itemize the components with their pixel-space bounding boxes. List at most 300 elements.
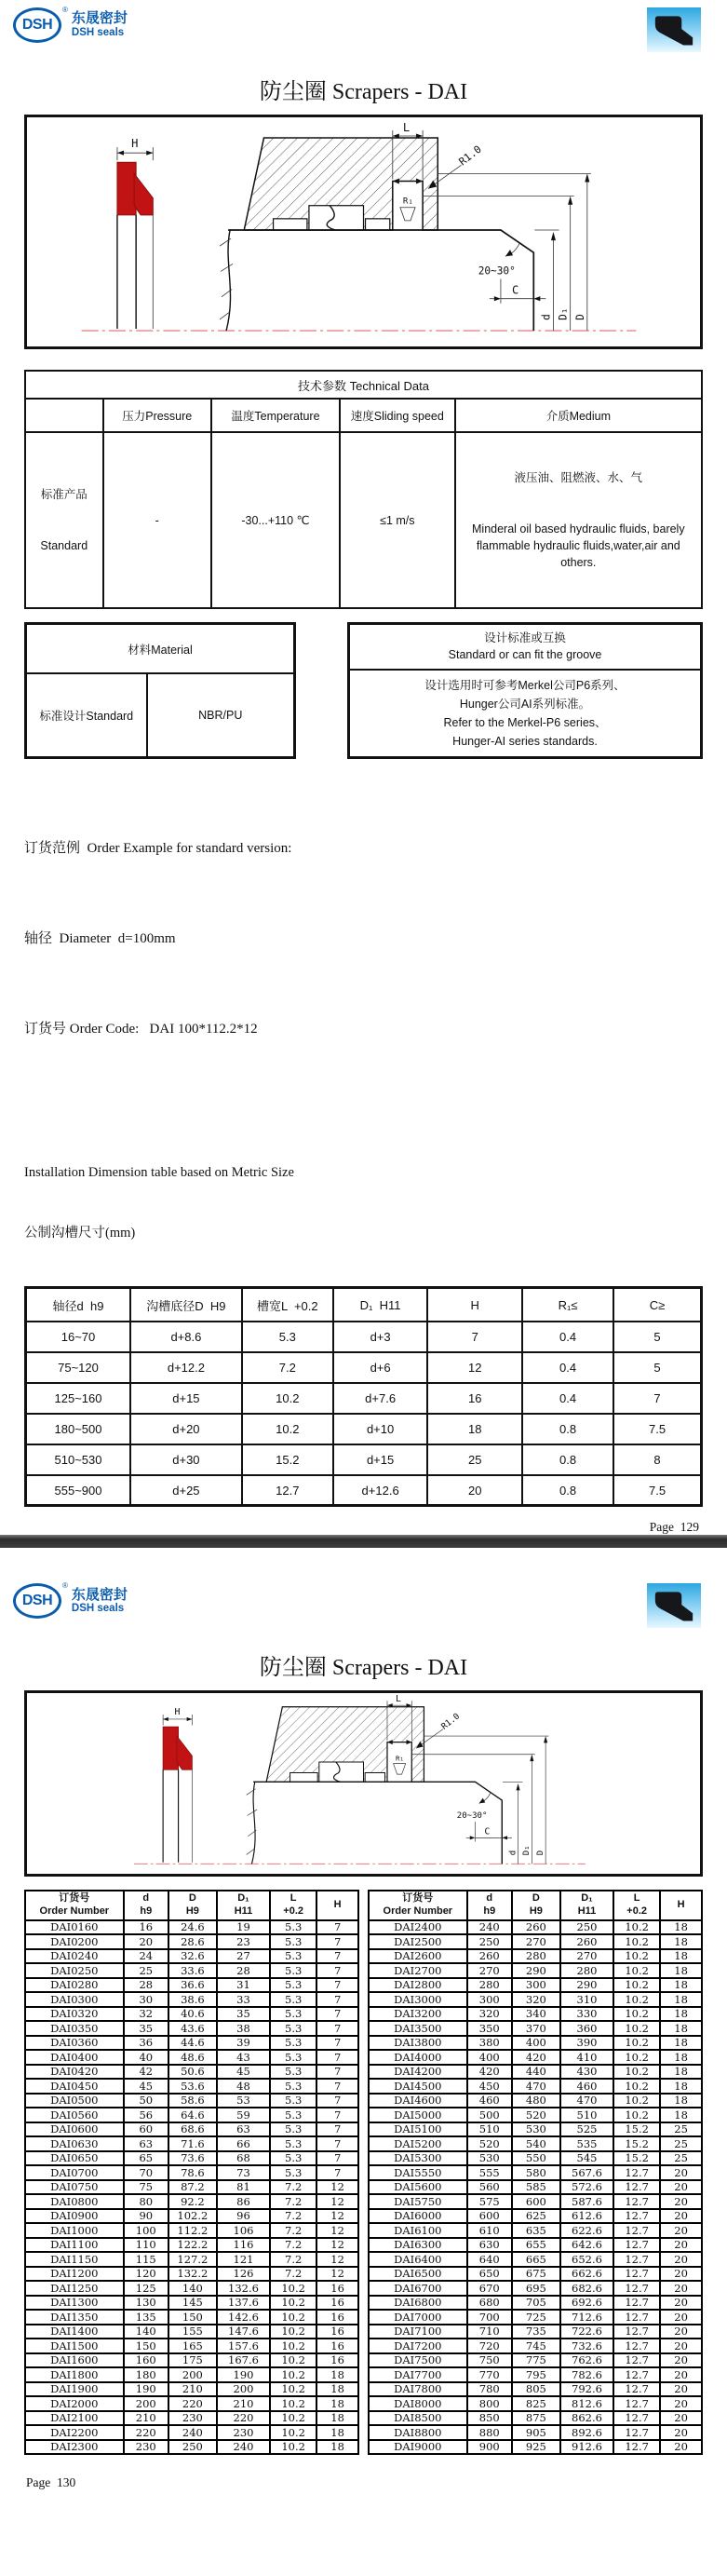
table-cell: 12 bbox=[316, 2223, 358, 2238]
table-cell: DAI7500 bbox=[369, 2353, 467, 2368]
table-cell: 165 bbox=[168, 2339, 217, 2353]
column-header: 槽宽L +0.2 bbox=[242, 1288, 333, 1322]
table-cell: 290 bbox=[560, 1978, 613, 1993]
table-cell: DAI0360 bbox=[25, 2036, 124, 2051]
table-cell: 500 bbox=[467, 2108, 512, 2122]
tech-row-label: 标准产品 Standard bbox=[25, 432, 103, 608]
table-cell: 10.2 bbox=[613, 2094, 660, 2108]
table-cell: 18 bbox=[660, 2036, 702, 2051]
order-example-line: 轴径 Diameter d=100mm bbox=[24, 930, 176, 946]
table-row bbox=[25, 2209, 358, 2224]
table-cell: 7 bbox=[316, 1992, 358, 2007]
table-row bbox=[369, 2180, 702, 2195]
table-cell: DAI0240 bbox=[25, 1949, 124, 1964]
table-cell: 48 bbox=[217, 2079, 270, 2094]
table-cell: 16 bbox=[316, 2296, 358, 2311]
table-cell: 18 bbox=[660, 1963, 702, 1978]
column-header-H: H bbox=[316, 1891, 358, 1920]
design-line: Refer to the Merkel-P6 series、 bbox=[443, 715, 607, 729]
table-cell: 575 bbox=[467, 2194, 512, 2209]
table-row bbox=[25, 2122, 358, 2137]
table-cell: 440 bbox=[512, 2065, 560, 2080]
design-line: 设计选用时可参考Merkel公司P6系列、 bbox=[424, 678, 626, 692]
table-cell: 230 bbox=[168, 2411, 217, 2426]
table-cell: 56 bbox=[124, 2108, 168, 2122]
table-cell: 28 bbox=[124, 1978, 168, 1993]
table-row bbox=[26, 1475, 702, 1506]
table-cell: 150 bbox=[168, 2310, 217, 2325]
table-cell: 220 bbox=[168, 2396, 217, 2411]
table-cell: 40.6 bbox=[168, 2007, 217, 2022]
table-cell: DAI0300 bbox=[25, 1992, 124, 2007]
table-cell: 18 bbox=[660, 1992, 702, 2007]
table-cell: 555~900 bbox=[26, 1475, 131, 1506]
table-cell: 20 bbox=[660, 2411, 702, 2426]
table-row bbox=[369, 2382, 702, 2397]
table-cell: 27 bbox=[217, 1949, 270, 1964]
table-cell: 20 bbox=[660, 2440, 702, 2455]
table-cell: 137.6 bbox=[217, 2296, 270, 2311]
table-cell: 635 bbox=[512, 2223, 560, 2238]
table-cell: 587.6 bbox=[560, 2194, 613, 2209]
table-cell: DAI0350 bbox=[25, 2021, 124, 2036]
column-header: R₁≤ bbox=[522, 1288, 613, 1322]
table-cell: 16 bbox=[316, 2339, 358, 2353]
table-cell: 585 bbox=[512, 2180, 560, 2195]
column-header-order-number: 订货号 Order Number bbox=[25, 1891, 124, 1920]
table-cell: 580 bbox=[512, 2165, 560, 2180]
table-cell: DAI8000 bbox=[369, 2396, 467, 2411]
table-cell: 142.6 bbox=[217, 2310, 270, 2325]
table-cell: 7 bbox=[613, 1383, 701, 1414]
table-cell: 18 bbox=[660, 1949, 702, 1964]
technical-data-table bbox=[24, 370, 703, 609]
table-cell: 5.3 bbox=[270, 1920, 316, 1935]
table-cell: 20 bbox=[660, 2382, 702, 2397]
table-cell: 18 bbox=[660, 2007, 702, 2022]
table-cell: 12.7 bbox=[613, 2180, 660, 2195]
svg-text:D: D bbox=[573, 314, 586, 320]
table-cell: 180~500 bbox=[26, 1414, 131, 1444]
table-cell: 12.7 bbox=[613, 2325, 660, 2339]
table-cell: 0.4 bbox=[522, 1383, 613, 1414]
table-cell: 850 bbox=[467, 2411, 512, 2426]
table-cell: 400 bbox=[467, 2050, 512, 2065]
column-header: D₁ H11 bbox=[333, 1288, 428, 1322]
table-cell: 71.6 bbox=[168, 2136, 217, 2151]
table-cell: 10.2 bbox=[270, 2411, 316, 2426]
table-cell: d+20 bbox=[130, 1414, 242, 1444]
table-cell: 20 bbox=[124, 1934, 168, 1949]
logo-name-en: DSH seals bbox=[71, 1603, 125, 1615]
table-cell: 270 bbox=[467, 1963, 512, 1978]
table-cell: 12.7 bbox=[613, 2252, 660, 2267]
table-cell: 7.2 bbox=[270, 2209, 316, 2224]
table-cell: 780 bbox=[467, 2382, 512, 2397]
table-cell: 5.3 bbox=[270, 2122, 316, 2137]
table-cell: DAI5300 bbox=[369, 2151, 467, 2166]
order-example-line: 订货范例 Order Example for standard version: bbox=[24, 841, 292, 856]
column-header-order-number: 订货号 Order Number bbox=[369, 1891, 467, 1920]
table-cell: d+12.2 bbox=[130, 1352, 242, 1383]
table-cell: 87.2 bbox=[168, 2180, 217, 2195]
table-cell: 7 bbox=[316, 2050, 358, 2065]
table-cell: 12.7 bbox=[613, 2223, 660, 2238]
table-cell: 10.2 bbox=[270, 2425, 316, 2440]
table-cell: 732.6 bbox=[560, 2339, 613, 2353]
table-cell: 320 bbox=[467, 2007, 512, 2022]
table-cell: 12.7 bbox=[613, 2165, 660, 2180]
table-cell: DAI3200 bbox=[369, 2007, 467, 2022]
table-cell: 572.6 bbox=[560, 2180, 613, 2195]
table-cell: 7 bbox=[316, 1920, 358, 1935]
table-cell: 750 bbox=[467, 2353, 512, 2368]
table-cell: 0.8 bbox=[522, 1414, 613, 1444]
table-cell: 862.6 bbox=[560, 2411, 613, 2426]
table-cell: 15.2 bbox=[613, 2122, 660, 2137]
table-row bbox=[369, 1963, 702, 1978]
logo-name-cn: 东晟密封 bbox=[71, 1586, 128, 1603]
table-row bbox=[369, 1920, 702, 1935]
table-cell: 12.7 bbox=[613, 2339, 660, 2353]
table-row bbox=[369, 2425, 702, 2440]
table-cell: 700 bbox=[467, 2310, 512, 2325]
table-cell: 20 bbox=[660, 2238, 702, 2253]
table-cell: 20 bbox=[660, 2267, 702, 2282]
table-cell: 25 bbox=[660, 2136, 702, 2151]
table-cell: 525 bbox=[560, 2122, 613, 2137]
table-cell: 25 bbox=[427, 1444, 522, 1475]
table-cell: 15.2 bbox=[613, 2151, 660, 2166]
svg-text:D₁: D₁ bbox=[557, 307, 570, 320]
table-cell: 10.2 bbox=[613, 1963, 660, 1978]
table-row bbox=[25, 1949, 358, 1964]
table-cell: d+10 bbox=[333, 1414, 428, 1444]
table-cell: 735 bbox=[512, 2325, 560, 2339]
tech-col-blank bbox=[25, 399, 103, 432]
table-cell: 86 bbox=[217, 2194, 270, 2209]
table-cell: 24.6 bbox=[168, 1920, 217, 1935]
table-cell: 25 bbox=[124, 1963, 168, 1978]
table-cell: d+6 bbox=[333, 1352, 428, 1383]
table-cell: 430 bbox=[560, 2065, 613, 2080]
table-cell: 470 bbox=[560, 2094, 613, 2108]
table-cell: 31 bbox=[217, 1978, 270, 1993]
table-cell: 5.3 bbox=[270, 2065, 316, 2080]
page-header bbox=[0, 0, 727, 54]
design-standard-box bbox=[347, 622, 703, 758]
table-row bbox=[25, 1992, 358, 2007]
table-row bbox=[25, 2194, 358, 2209]
table-cell: 180 bbox=[124, 2367, 168, 2382]
table-cell: DAI5550 bbox=[369, 2165, 467, 2180]
table-cell: 905 bbox=[512, 2425, 560, 2440]
table-cell: 106 bbox=[217, 2223, 270, 2238]
table-cell: 7.2 bbox=[270, 2180, 316, 2195]
table-cell: 630 bbox=[467, 2238, 512, 2253]
table-cell: 310 bbox=[560, 1992, 613, 2007]
table-cell: 12.7 bbox=[613, 2440, 660, 2455]
table-cell: 10.2 bbox=[270, 2310, 316, 2325]
table-cell: 130 bbox=[124, 2296, 168, 2311]
column-header: 沟槽底径D H9 bbox=[130, 1288, 242, 1322]
table-cell: 7 bbox=[316, 2021, 358, 2036]
table-cell: 63 bbox=[124, 2136, 168, 2151]
metric-size-table bbox=[24, 1286, 703, 1507]
table-cell: DAI1000 bbox=[25, 2223, 124, 2238]
table-cell: 10.2 bbox=[270, 2396, 316, 2411]
table-cell: 712.6 bbox=[560, 2310, 613, 2325]
table-cell: 53 bbox=[217, 2094, 270, 2108]
table-cell: 320 bbox=[512, 1992, 560, 2007]
column-header-D1: D₁ H11 bbox=[560, 1891, 613, 1920]
table-cell: 36.6 bbox=[168, 1978, 217, 1993]
table-cell: DAI0750 bbox=[25, 2180, 124, 2195]
tech-col-temperature: 温度Temperature bbox=[211, 399, 340, 432]
order-table-right bbox=[368, 1890, 703, 2455]
table-cell: 675 bbox=[512, 2267, 560, 2282]
table-cell: 5.3 bbox=[270, 2079, 316, 2094]
table-row bbox=[369, 2209, 702, 2224]
table-cell: 90 bbox=[124, 2209, 168, 2224]
table-cell: 12 bbox=[316, 2238, 358, 2253]
table-cell: 12.7 bbox=[613, 2411, 660, 2426]
svg-text:H: H bbox=[174, 1707, 181, 1718]
table-cell: 12.7 bbox=[613, 2367, 660, 2382]
table-cell: 20 bbox=[660, 2310, 702, 2325]
table-cell: 10.2 bbox=[613, 2050, 660, 2065]
table-cell: 545 bbox=[560, 2151, 613, 2166]
table-cell: 39 bbox=[217, 2036, 270, 2051]
table-cell: DAI0700 bbox=[25, 2165, 124, 2180]
table-cell: 12.7 bbox=[613, 2267, 660, 2282]
table-cell: 10.2 bbox=[613, 1949, 660, 1964]
table-cell: 520 bbox=[467, 2136, 512, 2151]
table-cell: 520 bbox=[512, 2108, 560, 2122]
table-cell: 12.7 bbox=[613, 2194, 660, 2209]
table-cell: d+3 bbox=[333, 1322, 428, 1352]
page-title: 防尘圈 Scrapers - DAI bbox=[259, 80, 468, 104]
table-cell: 510~530 bbox=[26, 1444, 131, 1475]
table-cell: 360 bbox=[560, 2021, 613, 2036]
table-cell: 102.2 bbox=[168, 2209, 217, 2224]
table-row bbox=[25, 2050, 358, 2065]
svg-text:L: L bbox=[396, 1694, 401, 1705]
page-divider bbox=[0, 1535, 727, 1548]
design-line: Hunger-AI series standards. bbox=[452, 734, 598, 748]
table-cell: 18 bbox=[660, 2094, 702, 2108]
table-cell: DAI1100 bbox=[25, 2238, 124, 2253]
table-cell: 450 bbox=[467, 2079, 512, 2094]
table-cell: 10.2 bbox=[613, 1978, 660, 1993]
table-cell: 70 bbox=[124, 2165, 168, 2180]
page-number: Page 129 bbox=[649, 1520, 699, 1535]
material-value: NBR/PU bbox=[147, 673, 295, 757]
table-cell: 157.6 bbox=[217, 2339, 270, 2353]
table-row bbox=[369, 2353, 702, 2368]
table-cell: 230 bbox=[124, 2440, 168, 2455]
table-cell: 160 bbox=[124, 2353, 168, 2368]
table-cell: 35 bbox=[124, 2021, 168, 2036]
table-cell: 32.6 bbox=[168, 1949, 217, 1964]
table-cell: 7 bbox=[316, 2151, 358, 2166]
table-cell: 280 bbox=[560, 1963, 613, 1978]
table-cell: 116 bbox=[217, 2238, 270, 2253]
table-cell: 10.2 bbox=[270, 2281, 316, 2296]
table-cell: 5.3 bbox=[270, 2036, 316, 2051]
table-cell: 560 bbox=[467, 2180, 512, 2195]
table-row bbox=[25, 2238, 358, 2253]
logo-abbr: DSH bbox=[21, 17, 53, 33]
table-cell: 16~70 bbox=[26, 1322, 131, 1352]
table-cell: 480 bbox=[512, 2094, 560, 2108]
table-cell: 18 bbox=[660, 1978, 702, 1993]
column-header-d: d h9 bbox=[467, 1891, 512, 1920]
table-cell: 7 bbox=[316, 1934, 358, 1949]
table-row bbox=[25, 1934, 358, 1949]
table-row bbox=[25, 2325, 358, 2339]
table-cell: 220 bbox=[124, 2425, 168, 2440]
table-cell: 28.6 bbox=[168, 1934, 217, 1949]
table-cell: 250 bbox=[467, 1934, 512, 1949]
table-cell: 5.3 bbox=[270, 1934, 316, 1949]
material-row-label: 标准设计Standard bbox=[26, 673, 147, 757]
table-cell: 280 bbox=[512, 1949, 560, 1964]
table-row bbox=[369, 2238, 702, 2253]
table-cell: 80 bbox=[124, 2194, 168, 2209]
table-cell: 7 bbox=[316, 2122, 358, 2137]
table-row bbox=[369, 2367, 702, 2382]
table-cell: 210 bbox=[168, 2382, 217, 2397]
table-cell: 260 bbox=[512, 1920, 560, 1935]
diameter-dimensions bbox=[411, 1736, 548, 1864]
table-row bbox=[25, 2108, 358, 2122]
table-cell: DAI5600 bbox=[369, 2180, 467, 2195]
table-row bbox=[25, 2396, 358, 2411]
table-row bbox=[369, 2021, 702, 2036]
table-cell: 10.2 bbox=[613, 1934, 660, 1949]
svg-text:R₁: R₁ bbox=[396, 1754, 404, 1763]
table-cell: DAI6100 bbox=[369, 2223, 467, 2238]
brand-logo bbox=[13, 1583, 128, 1619]
table-cell: 210 bbox=[217, 2396, 270, 2411]
table-cell: 18 bbox=[316, 2440, 358, 2455]
table-cell: 460 bbox=[560, 2079, 613, 2094]
table-cell: 10.2 bbox=[613, 2021, 660, 2036]
table-cell: 782.6 bbox=[560, 2367, 613, 2382]
table-row bbox=[25, 2310, 358, 2325]
logo-circle bbox=[13, 1583, 61, 1619]
table-cell: 390 bbox=[560, 2036, 613, 2051]
table-cell: 68 bbox=[217, 2151, 270, 2166]
table-row bbox=[369, 2296, 702, 2311]
order-example bbox=[24, 774, 703, 1105]
table-cell: 510 bbox=[560, 2108, 613, 2122]
table-row bbox=[369, 2252, 702, 2267]
table-row bbox=[369, 2079, 702, 2094]
table-cell: 12 bbox=[427, 1352, 522, 1383]
table-cell: 16 bbox=[316, 2310, 358, 2325]
table-cell: 12.7 bbox=[613, 2281, 660, 2296]
tech-temperature-value: -30...+110 ℃ bbox=[211, 432, 340, 608]
table-cell: 18 bbox=[316, 2367, 358, 2382]
table-cell: DAI3000 bbox=[369, 1992, 467, 2007]
table-cell: 23 bbox=[217, 1934, 270, 1949]
logo-circle bbox=[13, 7, 61, 43]
table-row bbox=[369, 2136, 702, 2151]
table-cell: 555 bbox=[467, 2165, 512, 2180]
table-cell: 18 bbox=[316, 2396, 358, 2411]
table-cell: 10.2 bbox=[613, 2007, 660, 2022]
table-cell: 7 bbox=[316, 2065, 358, 2080]
table-cell: DAI7800 bbox=[369, 2382, 467, 2397]
table-cell: 420 bbox=[467, 2065, 512, 2080]
table-cell: 10.2 bbox=[242, 1383, 333, 1414]
table-cell: 535 bbox=[560, 2136, 613, 2151]
table-cell: 24 bbox=[124, 1949, 168, 1964]
table-cell: 510 bbox=[467, 2122, 512, 2137]
table-cell: 662.6 bbox=[560, 2267, 613, 2282]
table-cell: 705 bbox=[512, 2296, 560, 2311]
table-cell: 10.2 bbox=[242, 1414, 333, 1444]
table-cell: 60 bbox=[124, 2122, 168, 2137]
table-cell: 18 bbox=[660, 2079, 702, 2094]
table-cell: 25 bbox=[660, 2122, 702, 2137]
table-cell: 16 bbox=[427, 1383, 522, 1414]
table-cell: 210 bbox=[124, 2411, 168, 2426]
table-cell: 20 bbox=[660, 2194, 702, 2209]
table-cell: 20 bbox=[660, 2339, 702, 2353]
table-cell: 12 bbox=[316, 2267, 358, 2282]
table-row bbox=[25, 2223, 358, 2238]
table-cell: 240 bbox=[168, 2425, 217, 2440]
table-cell: 7 bbox=[316, 2108, 358, 2122]
table-cell: 10.2 bbox=[270, 2382, 316, 2397]
table-row bbox=[369, 2194, 702, 2209]
table-cell: 20 bbox=[660, 2209, 702, 2224]
table-cell: 53.6 bbox=[168, 2079, 217, 2094]
table-cell: 18 bbox=[660, 1920, 702, 1935]
table-cell: DAI1250 bbox=[25, 2281, 124, 2296]
table-cell: 19 bbox=[217, 1920, 270, 1935]
table-row bbox=[369, 2281, 702, 2296]
table-cell: DAI1150 bbox=[25, 2252, 124, 2267]
technical-drawing bbox=[27, 117, 700, 346]
table-cell: 190 bbox=[124, 2382, 168, 2397]
table-cell: 20 bbox=[660, 2353, 702, 2368]
table-cell: DAI1600 bbox=[25, 2353, 124, 2368]
table-cell: 12 bbox=[316, 2252, 358, 2267]
table-cell: 18 bbox=[660, 2050, 702, 2065]
table-cell: 400 bbox=[512, 2036, 560, 2051]
table-cell: 16 bbox=[124, 1920, 168, 1935]
table-cell: 5.3 bbox=[270, 2151, 316, 2166]
table-cell: 48.6 bbox=[168, 2050, 217, 2065]
logo-abbr: DSH bbox=[21, 1593, 53, 1609]
table-cell: 470 bbox=[512, 2079, 560, 2094]
tech-col-pressure: 压力Pressure bbox=[103, 399, 211, 432]
table-cell: 880 bbox=[467, 2425, 512, 2440]
table-cell: 7 bbox=[316, 2094, 358, 2108]
table-cell: 127.2 bbox=[168, 2252, 217, 2267]
table-row bbox=[25, 2036, 358, 2051]
table-cell: 75~120 bbox=[26, 1352, 131, 1383]
table-cell: 770 bbox=[467, 2367, 512, 2382]
table-cell: 240 bbox=[217, 2440, 270, 2455]
table-row bbox=[369, 2007, 702, 2022]
svg-text:C: C bbox=[484, 1826, 491, 1837]
table-row bbox=[25, 2440, 358, 2455]
